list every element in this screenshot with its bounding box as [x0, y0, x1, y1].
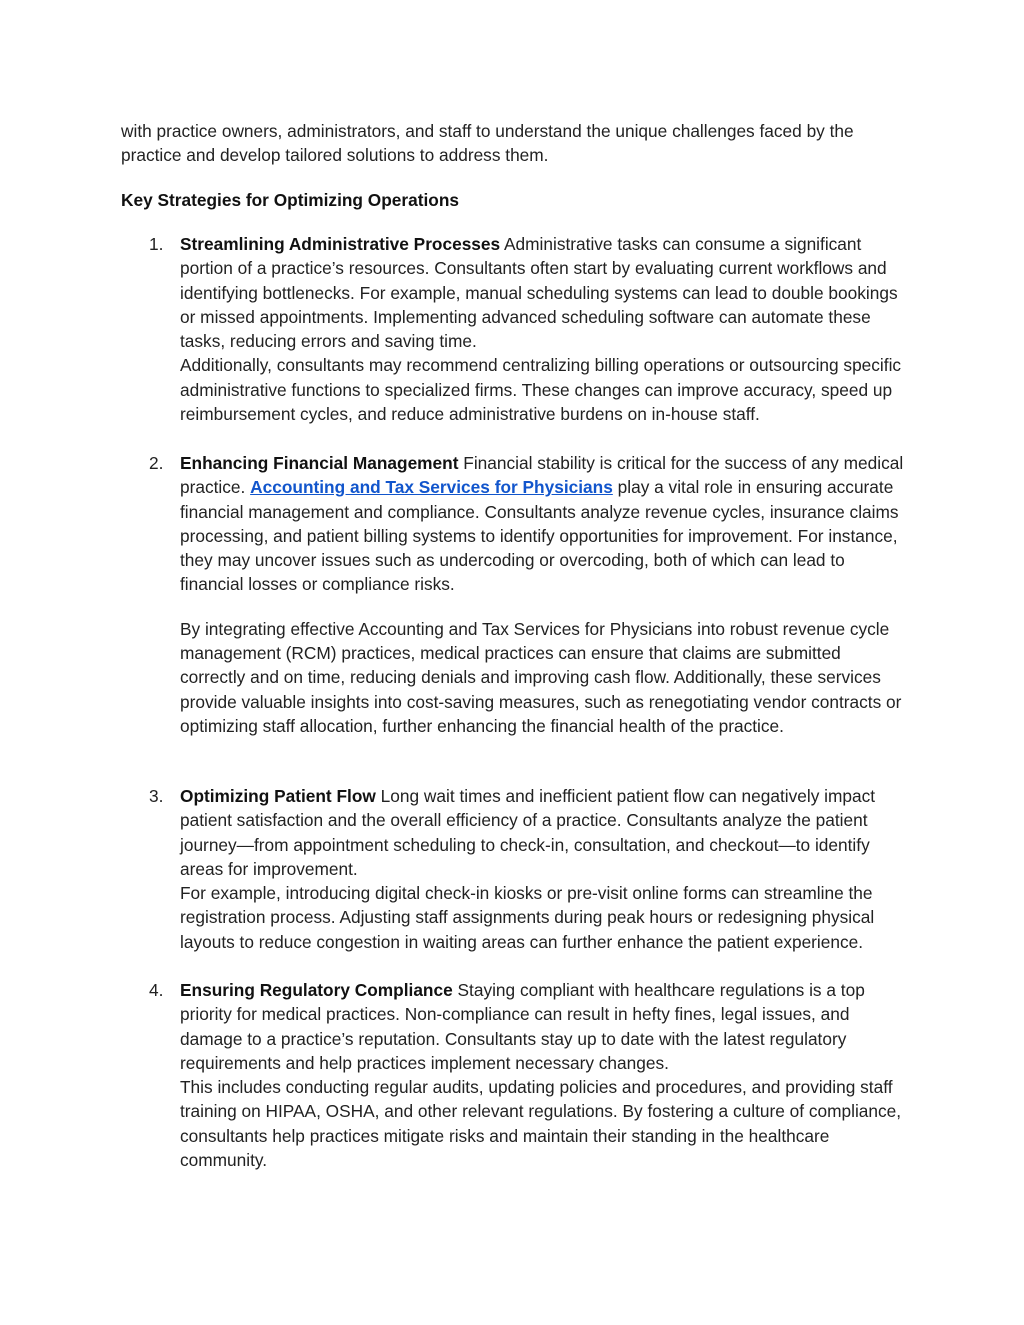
item-1-title: Streamlining Administrative Processes [180, 234, 501, 254]
list-number-3: 3. [149, 786, 164, 806]
list-number-4: 4. [149, 980, 164, 1000]
item-3-paragraph-2: For example, introducing digital check-in kiosks or pre-visit online forms can streamline the registration process. Adjusting staff assignments during peak hours or redesigning physical layouts to reduce congestion in waiting areas can further enhance the patient experience. [180, 883, 875, 952]
item-2-text-after-link: play a vital role in ensuring accurate financial management and compliance. Consultants analyze revenue cycles, insurance claims processing, and patient billing systems to identify opportunities for improvement. For instance, they may uncover issues such as undercoding or overcoding, both of which can lead to financial losses or compliance risks. [180, 477, 899, 595]
item-4-title: Ensuring Regulatory Compliance [180, 980, 453, 1000]
list-number-1: 1. [149, 234, 164, 254]
item-1-paragraph-2: Additionally, consultants may recommend centralizing billing operations or outsourcing specific administrative functions to specialized firms. These changes can improve accuracy, speed up reimbursement cycles, and reduce administrative burdens on in-house staff. [180, 355, 902, 425]
list-number-2: 2. [149, 453, 164, 473]
accounting-tax-services-link[interactable]: Accounting and Tax Services for Physicians [250, 477, 613, 498]
list-item-3 [121, 784, 911, 954]
item-1-paragraph-1 [180, 232, 910, 353]
item-3-paragraph-1 [180, 784, 910, 881]
item-2-text-before-link: Financial stability is critical for the success of any medical practice. [180, 453, 904, 498]
list-item-2 [121, 451, 911, 738]
item-1-text-1: Administrative tasks can consume a significant portion of a practice’s resources. Consultants often start by evaluating current workflows and identifying bottlenecks. For example, manual scheduling systems can lead to double bookings or missed appointments. Implementing advanced scheduling software can automate these tasks, reducing errors and saving time. [180, 234, 898, 352]
item-4-paragraph-1 [180, 978, 910, 1075]
item-2-paragraph-1 [180, 451, 910, 597]
item-4-paragraph-2: This includes conducting regular audits, updating policies and procedures, and providing staff training on HIPAA, OSHA, and other relevant regulations. By fostering a culture of compliance, consultants help practices mitigate risks and maintain their standing in the healthcare community. [180, 1077, 902, 1171]
section-heading [121, 188, 911, 212]
item-2-title: Enhancing Financial Management [180, 453, 459, 473]
list-item-1 [121, 232, 911, 426]
item-4-text-1: Staying compliant with healthcare regulations is a top priority for medical practices. Non-compliance can result in hefty fines, legal issues, and damage to a practice’s reputation. Consultants stay up to date with the latest regulatory requirements and help practices implement necessary changes. [180, 980, 865, 1073]
item-3-text-1: Long wait times and inefficient patient flow can negatively impact patient satisfaction and the overall efficiency of a practice. Consultants analyze the patient journey—from appointment scheduling to check-in, consultation, and checkout—to identify areas for improvement. [180, 786, 876, 879]
item-2-paragraph-2: By integrating effective Accounting and Tax Services for Physicians into robust revenue cycle management (RCM) practices, medical practices can ensure that claims are submitted correctly and on time, reducing denials and improving cash flow. Additionally, these services provide valuable insights into cost-saving measures, such as renegotiating vendor contracts or optimizing staff allocation, further enhancing the financial health of the practice. [180, 618, 902, 736]
list-item-4 [121, 978, 911, 1172]
intro-paragraph: with practice owners, administrators, and staff to understand the unique challenges faced by the practice and develop tailored solutions to address them. [121, 121, 854, 166]
section-heading-text: Key Strategies for Optimizing Operations [121, 190, 460, 210]
item-3-title: Optimizing Patient Flow [180, 786, 376, 806]
